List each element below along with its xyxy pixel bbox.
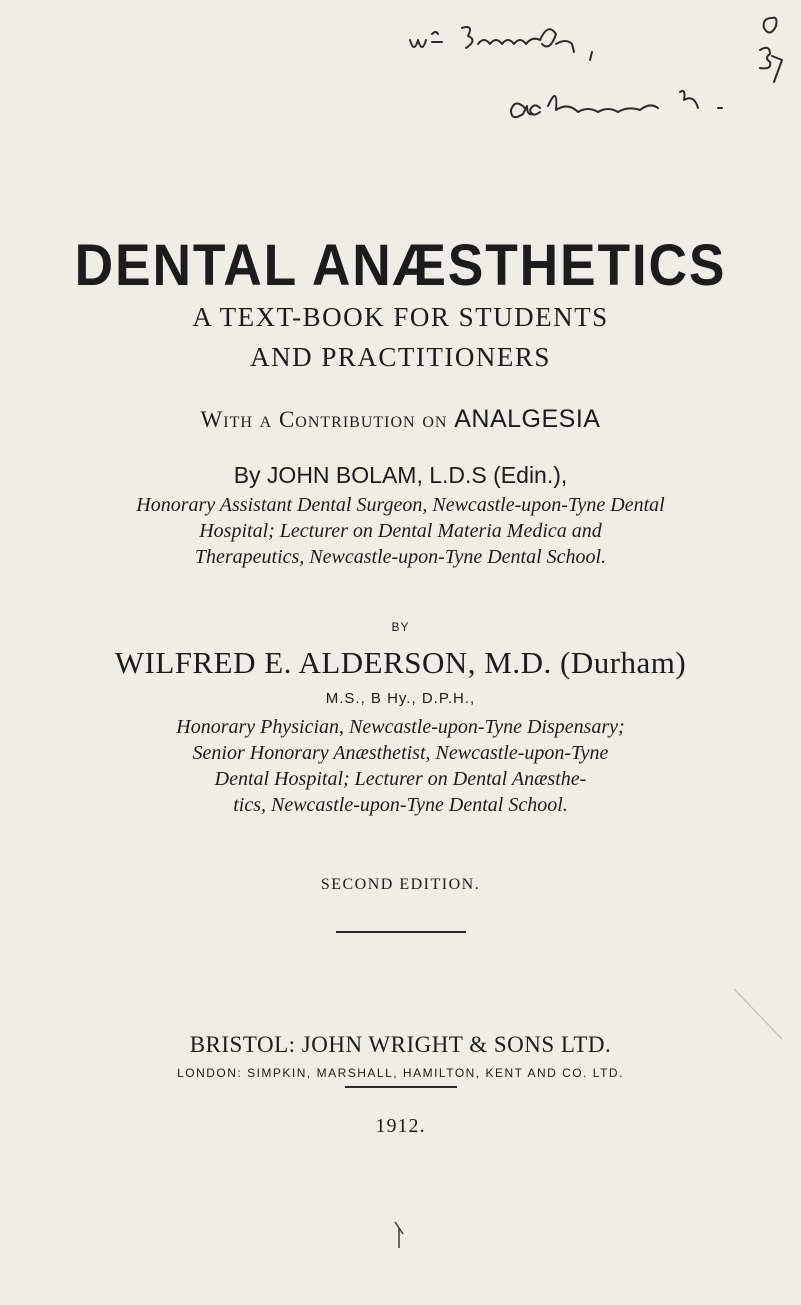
publisher-line: BRISTOL: JOHN WRIGHT & SONS LTD. — [189, 1032, 612, 1057]
author2-description-4: tics, Newcastle-upon-Tyne Dental School. — [233, 794, 568, 816]
by-label: BY — [391, 620, 410, 634]
author1-name: By JOHN BOLAM, L.D.S (Edin.), — [233, 462, 568, 488]
divider-rule — [345, 1086, 457, 1088]
author1-description-2: Hospital; Lecturer on Dental Materia Medica and — [199, 520, 602, 542]
divider-rule — [336, 931, 466, 933]
author1-description-3: Therapeutics, Newcastle-upon-Tyne Dental School. — [194, 546, 607, 568]
publication-year: 1912. — [375, 1115, 426, 1137]
pencil-mark-icon — [392, 1220, 406, 1250]
author2-degrees: M.S., B Hy., D.P.H., — [325, 690, 476, 707]
author2-description-2: Senior Honorary Anæsthetist, Newcastle-upon-Tyne — [192, 742, 609, 764]
author2-description-1: Honorary Physician, Newcastle-upon-Tyne Dispensary; — [176, 716, 625, 738]
london-publisher-line: LONDON: SIMPKIN, MARSHALL, HAMILTON, KENT AND CO. LTD. — [177, 1066, 624, 1080]
edition-label: SECOND EDITION. — [320, 876, 481, 893]
handwritten-inscription — [0, 0, 801, 150]
contribution-line — [0, 405, 801, 434]
author2-description-3: Dental Hospital; Lecturer on Dental Anæsthe- — [214, 768, 587, 790]
author2-name: WILFRED E. ALDERSON, M.D. (Durham) — [114, 645, 687, 680]
book-title: DENTAL ANÆSTHETICS — [74, 233, 727, 298]
subtitle-line-2: AND PRACTITIONERS — [250, 342, 551, 372]
contribution-prefix: With a Contribution on — [200, 407, 448, 432]
subtitle-line-1: A TEXT-BOOK FOR STUDENTS — [192, 302, 609, 332]
contribution-topic: ANALGESIA — [454, 405, 601, 433]
author1-description-1: Honorary Assistant Dental Surgeon, Newcastle-upon-Tyne Dental — [136, 494, 665, 516]
